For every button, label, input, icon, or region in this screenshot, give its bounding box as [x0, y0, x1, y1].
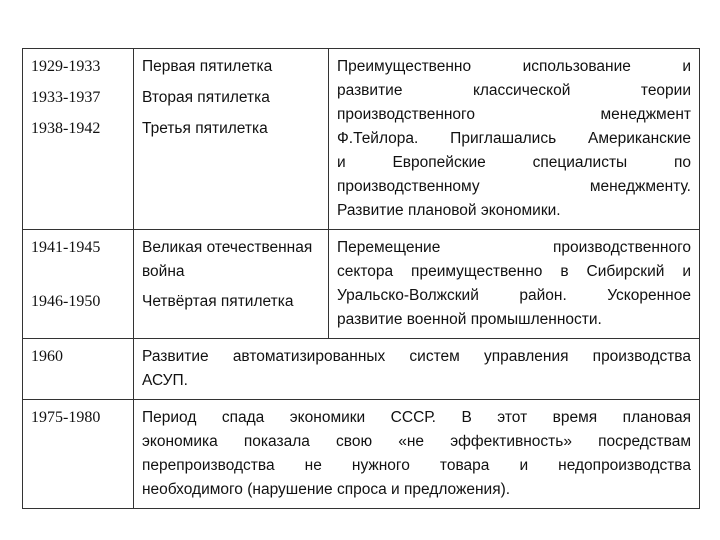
year-range: 1975-1980 — [31, 409, 101, 426]
years-cell — [23, 339, 134, 400]
description-cell — [329, 49, 700, 230]
period-name: Вторая пятилетка — [142, 89, 270, 106]
history-timeline-table — [22, 48, 700, 509]
description-line: Период спада экономики СССР. В этот время плановая — [142, 409, 691, 426]
table-row — [23, 230, 700, 339]
period-name: Великая отечественная война — [142, 239, 313, 280]
period-cell — [134, 230, 329, 339]
description-cell — [134, 400, 700, 509]
year-range: 1938-1942 — [31, 120, 101, 137]
years-cell — [23, 400, 134, 509]
year-range: 1933-1937 — [31, 89, 101, 106]
description-line: Преимущественно использование и — [337, 58, 691, 75]
period-cell — [134, 49, 329, 230]
year-range: 1960 — [31, 348, 63, 365]
description-line: Ф.Тейлора. Приглашались Американские — [337, 130, 691, 147]
description-cell — [329, 230, 700, 339]
table-row — [23, 49, 700, 230]
description-line: развитие военной промышленности. — [337, 311, 602, 328]
description-line: Развитие плановой экономики. — [337, 202, 561, 219]
period-name: Первая пятилетка — [142, 58, 273, 75]
description-line: необходимого (нарушение спроса и предложения). — [142, 481, 511, 498]
description-line: Развитие автоматизированных систем управления производства — [142, 348, 691, 365]
description-cell — [134, 339, 700, 400]
description-line: и Европейские специалисты по — [337, 154, 691, 171]
description-line: Уральско-Волжский район. Ускоренное — [337, 287, 691, 304]
description-line: сектора преимущественно в Сибирский и — [337, 263, 691, 280]
description-line: развитие классической теории — [337, 82, 691, 99]
description-line: производственного менеджмент — [337, 106, 691, 123]
year-range: 1946-1950 — [31, 293, 101, 310]
description-line: Перемещение производственного — [337, 239, 691, 256]
period-name: Третья пятилетка — [142, 120, 268, 137]
years-cell — [23, 230, 134, 339]
description-line: экономика показала свою «не эффективность» посредствам — [142, 433, 691, 450]
years-cell — [23, 49, 134, 230]
table-row — [23, 400, 700, 509]
year-range: 1941-1945 — [31, 239, 101, 256]
description-line: АСУП. — [142, 372, 188, 389]
table-row — [23, 339, 700, 400]
period-name: Четвёртая пятилетка — [142, 293, 294, 310]
description-line: производственному менеджменту. — [337, 178, 691, 195]
description-line: перепроизводства не нужного товара и недопроизводства — [142, 457, 691, 474]
year-range: 1929-1933 — [31, 58, 101, 75]
